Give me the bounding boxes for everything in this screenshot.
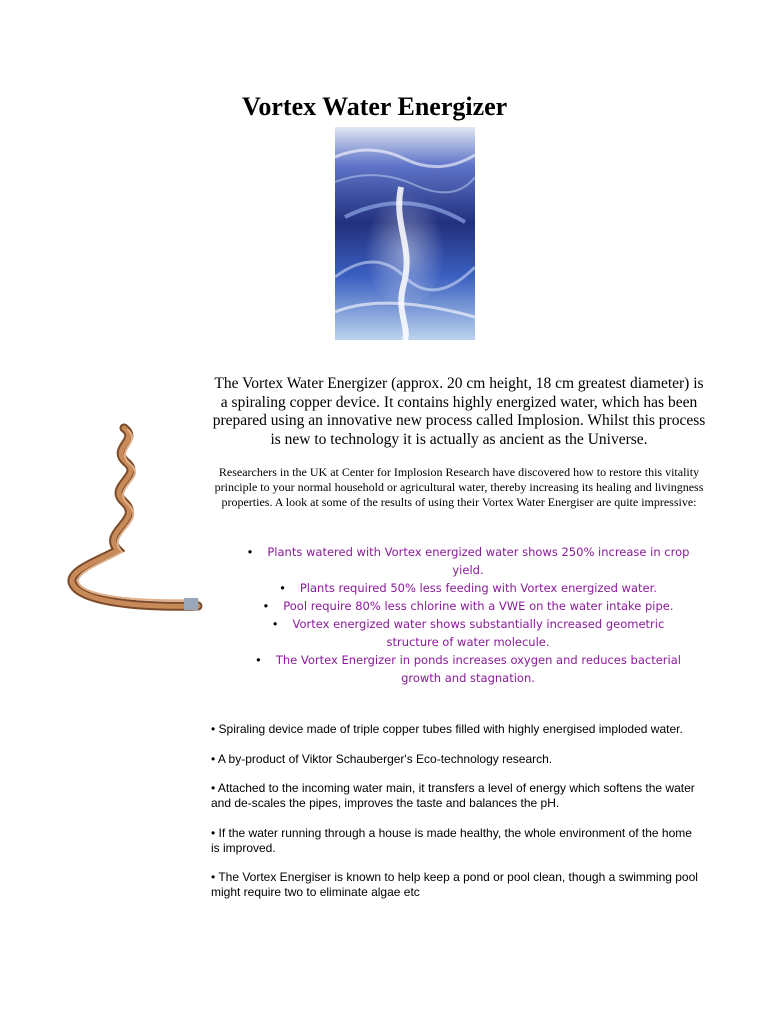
intro-paragraph: The Vortex Water Energizer (approx. 20 cm height, 18 cm greatest diameter) is a spiraling copper device. It contains highly energized water, which has been prepared using an innovative new process called Implosion. Whilst this process is new to technology it is actually as ancient as the Universe. <box>212 375 706 448</box>
fact-item: • Attached to the incoming water main, it transfers a level of energy which softens the water and de-scales the pipes, improves the taste and balances the pH. <box>211 781 695 810</box>
list-item <box>228 543 708 579</box>
bullet-icon: • <box>279 581 286 595</box>
bullet-icon: • <box>262 599 270 613</box>
list-item <box>228 579 708 597</box>
research-paragraph: Researchers in the UK at Center for Implosion Research have discovered how to restore this vitality principle to your normal household or agricultural water, thereby increasing its healing and livingness properties. A look at some of the results of using their Vortex Water Energiser are quite impressive: <box>214 465 704 510</box>
result-text: Plants required 50% less feeding with Vortex energized water. <box>299 581 657 595</box>
copper-spiral-image <box>60 420 210 625</box>
list-item <box>228 597 708 615</box>
page-title: Vortex Water Energizer <box>242 92 508 121</box>
result-text: Plants watered with Vortex energized water shows 250% increase in crop yield. <box>267 545 690 577</box>
list-item <box>228 615 708 651</box>
result-text: Vortex energized water shows substantially increased geometric structure of water molecule. <box>292 617 665 649</box>
results-list <box>228 543 708 687</box>
fact-item: • Spiraling device made of triple copper tubes filled with highly energised imploded water. <box>211 722 683 736</box>
result-text: Pool require 80% less chlorine with a VWE on the water intake pipe. <box>283 599 674 613</box>
bullet-icon: • <box>255 653 262 667</box>
fact-item: • If the water running through a house is made healthy, the whole environment of the home is improved. <box>211 825 692 855</box>
facts-list <box>211 722 701 915</box>
bullet-icon: • <box>246 545 254 559</box>
fact-item: • A by-product of Viktor Schauberger's Eco-technology research. <box>211 751 553 766</box>
result-text: The Vortex Energizer in ponds increases oxygen and reduces bacterial growth and stagnation. <box>275 653 681 685</box>
vortex-water-photo <box>335 127 475 340</box>
fact-item: • The Vortex Energiser is known to help keep a pond or pool clean, though a swimming pool might require two to eliminate algae etc <box>211 870 698 899</box>
bullet-icon: • <box>271 617 279 631</box>
list-item <box>228 651 708 687</box>
